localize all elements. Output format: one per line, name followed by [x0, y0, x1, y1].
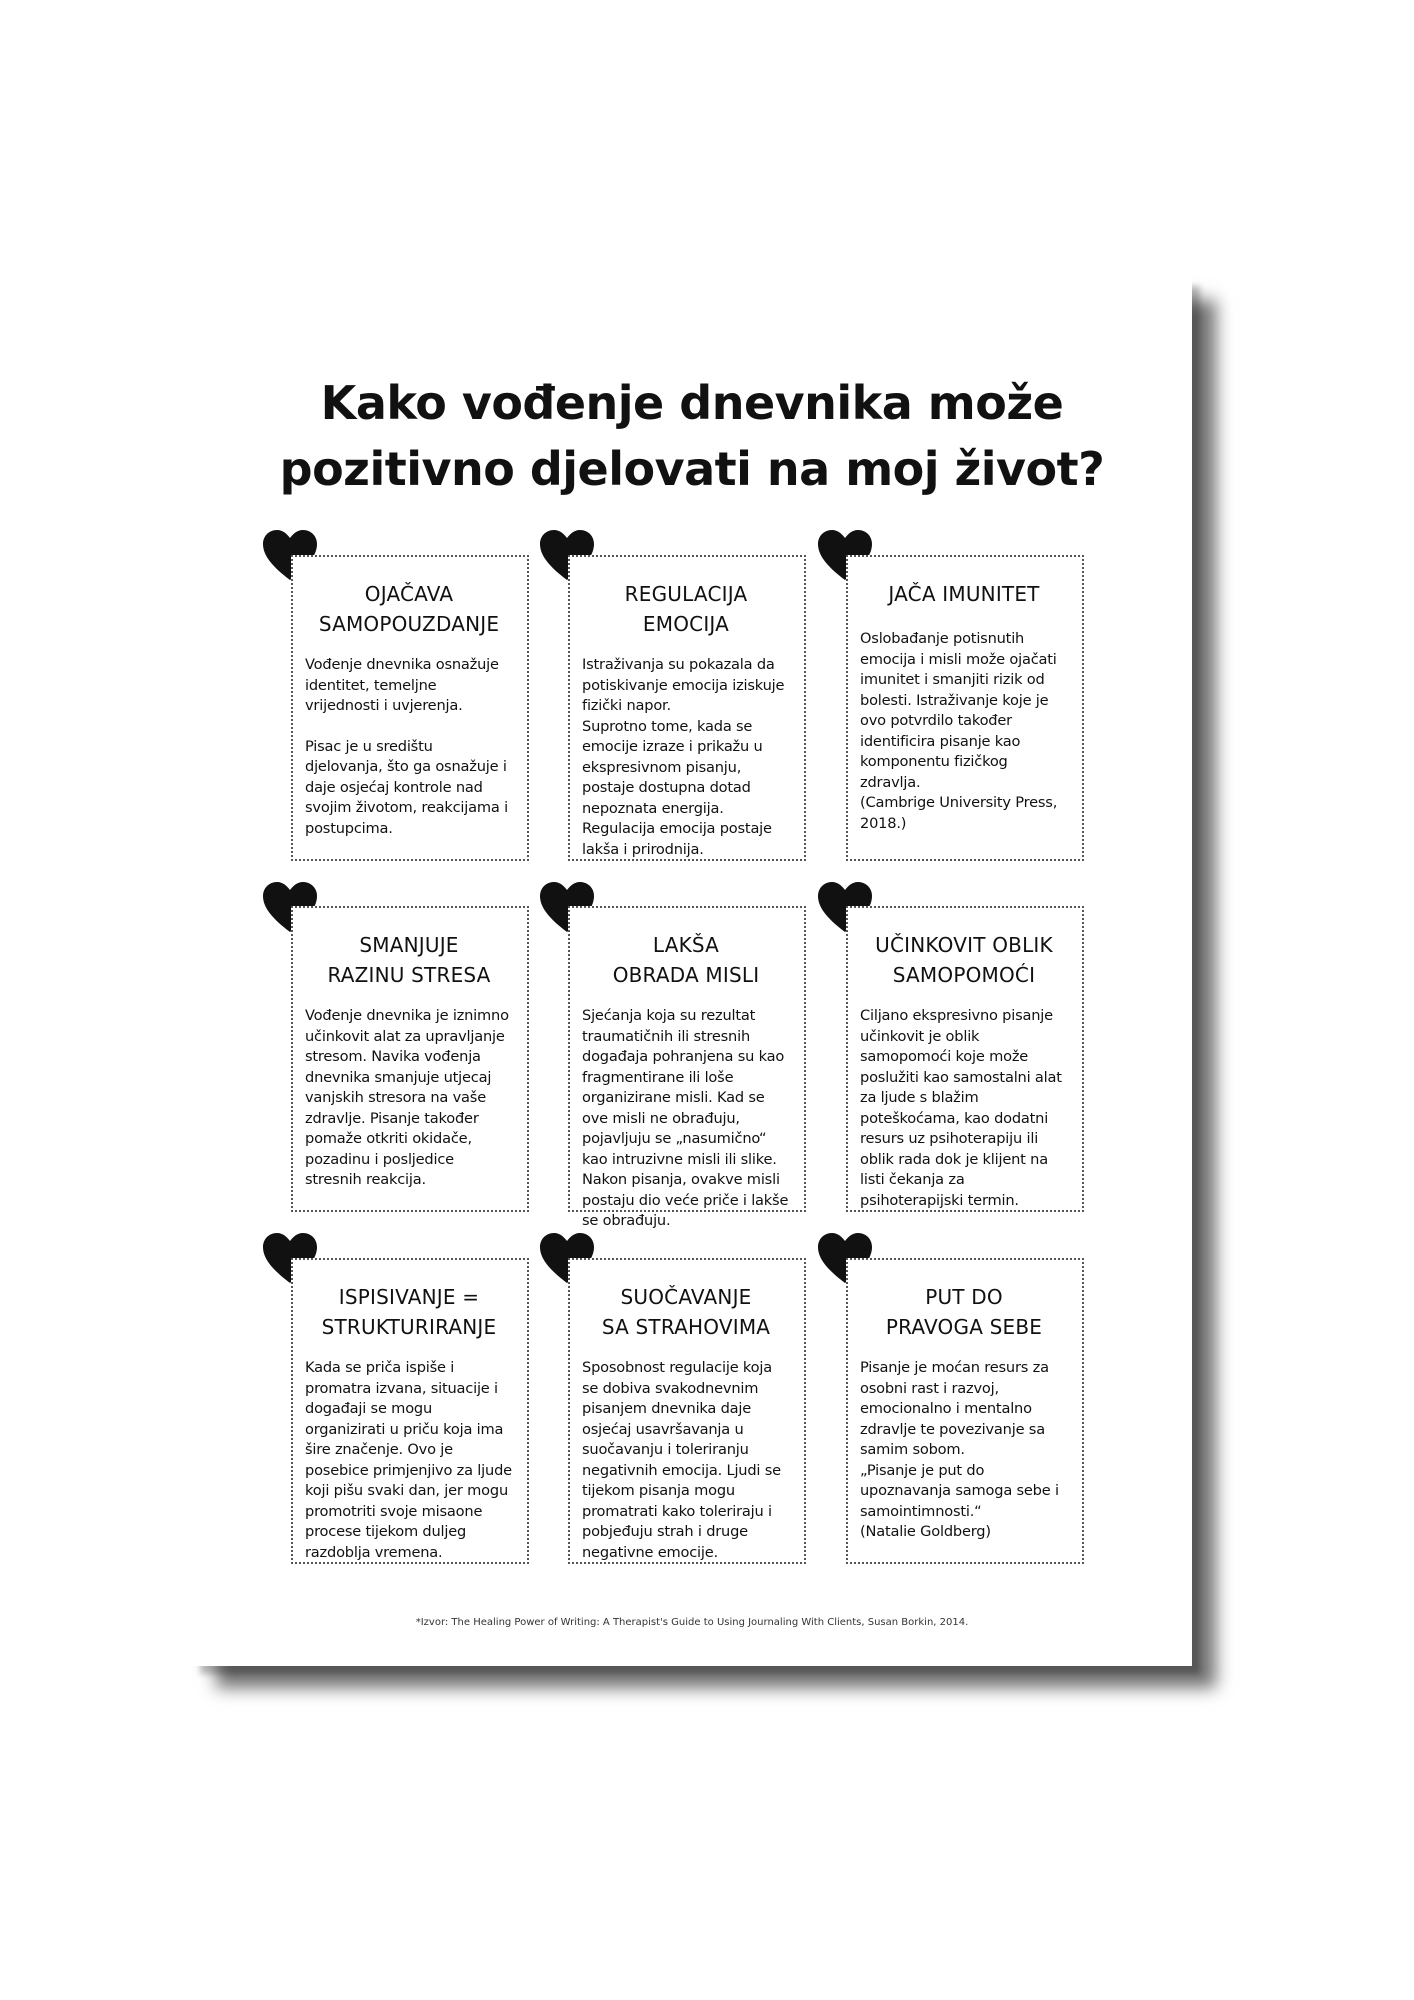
card-paragraph: Sjećanja koja su rezultat traumatičnih ili stresnih događaja pohranjena su kao fragmentirane ili loše organizirane misli. Kad se ove misli ne obrađuju, pojavljuju se „nasumično“ kao intruzivne misli ili slike. Nakon pisanja, ovakve misli postaju dio veće priče i lakše se obrađuju.: [582, 1007, 789, 1229]
card-paragraph: Istraživanja su pokazala da potiskivanje emocija iziskuje fizički napor.: [582, 656, 785, 714]
card-paragraph: Suprotno tome, kada se emocije izraze i prikažu u ekspresivnom pisanju, postaje dostupna dotad nepoznata energija. Regulacija emocija postaje lakša i prirodnija.: [582, 717, 772, 858]
poster-sheet: [192, 278, 1192, 1666]
card-title: OJAČAVA SAMOPOUZDANJE: [318, 582, 500, 636]
card-regulacija-emocija: [568, 555, 806, 861]
card-ojacava-samopouzdanje: [291, 555, 529, 861]
card-body: [305, 1358, 513, 1563]
card-body: [860, 629, 1068, 834]
card-ispisivanje-strukturiranje: [291, 1258, 529, 1564]
card-body: [305, 1006, 513, 1191]
card-title: PUT DO PRAVOGA SEBE: [885, 1285, 1043, 1339]
card-paragraph: Kada se priča ispiše i promatra izvana, situacije i događaji se mogu organizirati u priču koja ima šire značenje. Ovo je posebice primjenjivo za ljude koji pišu svaki dan, jer mogu promotriti svoje misaone procese tijekom duljeg razdoblja vremena.: [305, 1359, 512, 1561]
card-ucinkovit-oblik-samopomoci: [846, 906, 1084, 1212]
card-body: [582, 655, 790, 860]
card-put-do-pravoga-sebe: [846, 1258, 1084, 1564]
card-paragraph: Oslobađanje potisnutih emocija i misli može ojačati imunitet i smanjiti rizik od bolesti. Istraživanje koje je ovo potvrdilo također identificira pisanje kao komponentu fizičkog zdravlja.: [860, 630, 1057, 791]
source-footnote: *Izvor: The Healing Power of Writing: A Therapist's Guide to Using Journaling With Clients, Susan Borkin, 2014.: [415, 1617, 969, 1628]
card-body: [305, 655, 513, 839]
card-title: SUOČAVANJE SA STRAHOVIMA: [601, 1285, 771, 1339]
card-paragraph: (Cambrige University Press, 2018.): [860, 794, 1058, 832]
card-title: REGULACIJA EMOCIJA: [624, 582, 748, 636]
card-title: UČINKOVIT OBLIK SAMOPOMOĆI: [875, 933, 1053, 987]
card-body: [860, 1006, 1068, 1211]
card-paragraph: (Natalie Goldberg): [860, 1523, 991, 1540]
card-laksa-obrada-misli: [568, 906, 806, 1229]
card-title: ISPISIVANJE = STRUKTURIRANJE: [321, 1285, 497, 1339]
card-paragraph: Pisac je u središtu djelovanja, što ga osnažuje i daje osjećaj kontrole nad svojim životom, reakcijama i postupcima.: [305, 737, 508, 837]
page-title: [192, 370, 1192, 502]
card-jaca-imunitet: [846, 555, 1084, 861]
card-paragraph: „Pisanje je put do upoznavanja samoga sebe i samointimnosti.“: [860, 1461, 1059, 1520]
card-suocavanje-sa-strahovima: [568, 1258, 806, 1564]
card-title: SMANJUJE RAZINU STRESA: [327, 933, 491, 987]
card-smanjuje-razinu-stresa: [291, 906, 529, 1212]
card-paragraph: Vođenje dnevnika osnažuje identitet, temeljne vrijednosti i uvjerenja.: [305, 656, 499, 714]
card-paragraph: Sposobnost regulacije koja se dobiva svakodnevnim pisanjem dnevnika daje osjećaj usavršavanja u suočavanju i toleriranju negativnih emocija. Ljudi se tijekom pisanja mogu promatrati kako toleriraju i pobjeđuju strah i druge negativne emocije.: [582, 1359, 781, 1561]
card-body: [582, 1006, 790, 1232]
card-body: [860, 1358, 1068, 1543]
title-line-2: pozitivno djelovati na moj život?: [279, 442, 1105, 496]
card-title: JAČA IMUNITET: [888, 582, 1040, 606]
card-paragraph: Vođenje dnevnika je iznimno učinkovit alat za upravljanje stresom. Navika vođenja dnevnika smanjuje utjecaj vanjskih stresora na vaše zdravlje. Pisanje također pomaže otkriti okidače, pozadinu i posljedice stresnih reakcija.: [305, 1007, 509, 1188]
card-paragraph: Ciljano ekspresivno pisanje učinkovit je oblik samopomoći koje može poslužiti kao samostalni alat za ljude s blažim poteškoćama, kao dodatni resurs uz psihoterapiju ili oblik rada dok je klijent na listi čekanja za psihoterapijski termin.: [860, 1007, 1062, 1209]
title-line-1: Kako vođenje dnevnika može: [320, 376, 1064, 430]
card-body: [582, 1358, 790, 1563]
card-title: LAKŠA OBRADA MISLI: [612, 933, 760, 987]
card-paragraph: Pisanje je moćan resurs za osobni rast i razvoj, emocionalno i mentalno zdravlje te povezivanje sa samim sobom.: [860, 1359, 1049, 1458]
